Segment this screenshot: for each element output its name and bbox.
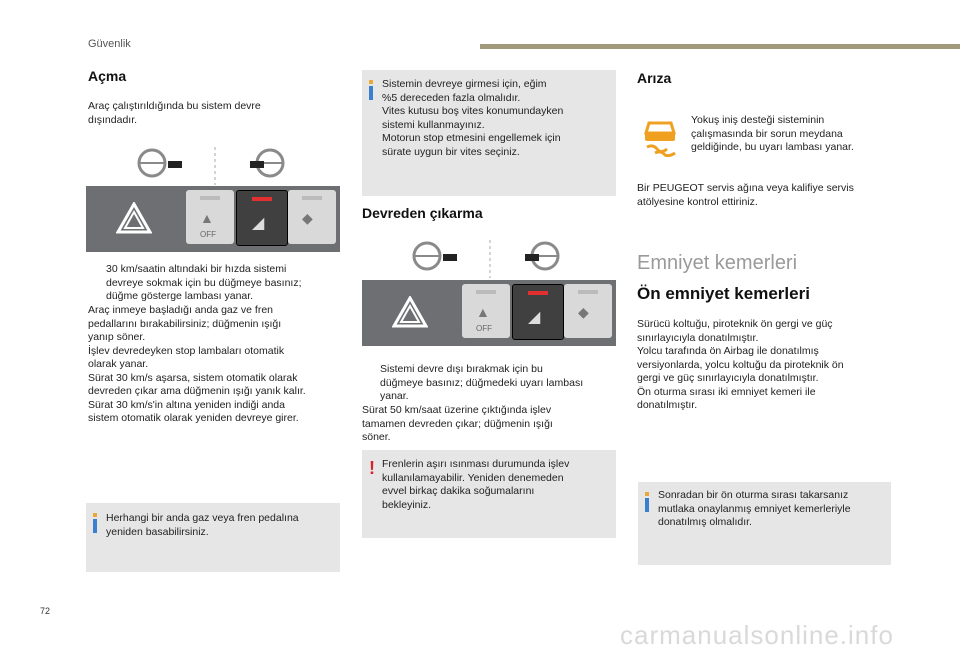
page-number: 72: [40, 606, 51, 616]
deactivation-steps: Sistemi devre dışı bırakmak için bu düğmeye basınız; düğmedeki uyarı lambası yanar.: [380, 363, 584, 402]
steering-wheel-illustration: [130, 145, 300, 187]
activation-body: Araç inmeye başladığı anda gaz ve fren pedallarını bırakabilirsiniz; düğmenin ışığı yanıp söner. İşlev devredeyken stop lambaları otomatik olarak yanar. Sürat 30 km/s aşarsa, sistem otomatik olarak devreden çıkar ama düğmenin ışığı yanık kalır. Sürat 30 km/s'in altına yeniden indiği anda sistem otomatik olarak yeniden devreye girer.: [88, 304, 306, 424]
skid-car-icon: ▲: [476, 304, 490, 320]
hill-descent-warning-icon: [643, 117, 677, 157]
fault-description: Yokuş iniş desteği sisteminin çalışmasında bir sorun meydana geldiğinde, bu uyarı lambası yanar.: [691, 114, 854, 153]
skid-car-icon: ▲: [200, 210, 214, 226]
activation-intro: Araç çalıştırıldığında bu sistem devre dışındadır.: [88, 100, 261, 126]
hill-descent-icon: ◢: [252, 215, 265, 232]
info-note-conditions: Sistemin devreye girmesi için, eğim %5 dereceden fazla olmalıdır. Vites kutusu boş vites konumundayken sistemi kullanmayınız. Motorun stop etmesini engellemek için sürate uygun bir vites seçiniz.: [362, 70, 616, 196]
off-label: OFF: [200, 230, 216, 239]
deactivation-body: Sürat 50 km/saat üzerine çıktığında işlev tamamen devreden çıkar; düğmenin ışığı söner.: [362, 404, 553, 443]
esp-off-button[interactable]: [186, 190, 234, 244]
chapter-title: Emniyet kemerleri: [637, 252, 798, 274]
activation-steps: 30 km/saatin altındaki bir hızda sistemi devreye sokmak için bu düğmeye basınız; düğme gösterge lambası yanar.: [106, 263, 302, 302]
steering-wheel-illustration: [405, 238, 575, 280]
hazard-icon: [392, 296, 428, 328]
car-lane-icon: ◆: [578, 304, 589, 320]
section-title-deactivation: Devreden çıkarma: [362, 205, 483, 221]
info-icon: [369, 80, 373, 100]
subsection-title: Ön emniyet kemerleri: [637, 284, 810, 303]
info-note-seatbelt: Sonradan bir ön oturma sırası takarsanız mutlaka onaylanmış emniyet kemerleriyle donatılmış olmalıdır.: [638, 482, 891, 565]
service-advice: Bir PEUGEOT servis ağına veya kalifiye servis atölyesine kontrol ettiriniz.: [637, 182, 854, 208]
car-lane-icon: ◆: [302, 210, 313, 226]
section-name: Güvenlik: [88, 38, 131, 50]
esp-off-button[interactable]: [462, 284, 510, 338]
control-panel: [362, 280, 616, 346]
section-title-fault: Arıza: [637, 70, 672, 86]
info-icon: [93, 513, 97, 533]
watermark: carmanualsonline.info: [620, 620, 894, 650]
info-icon: [645, 492, 649, 512]
exclamation-icon: !: [369, 458, 375, 478]
seatbelt-body: Sürücü koltuğu, piroteknik ön gergi ve güç sınırlayıcıyla donatılmıştır. Yolcu tarafında ön Airbag ile donatılmış versiyonlarda, yolcu koltuğu da piroteknik ön gergi ve güç sınırlayıcıyla donatılmıştır. Ön oturma sırası iki emniyet kemeri ile donatılmıştır.: [637, 318, 844, 411]
hill-descent-button[interactable]: [512, 284, 564, 340]
control-panel: [86, 186, 340, 252]
hazard-icon: [116, 202, 152, 234]
header-accent-bar: [480, 44, 960, 49]
off-label: OFF: [476, 324, 492, 333]
section-title-activation: Açma: [88, 68, 127, 84]
info-note: Herhangi bir anda gaz veya fren pedalına yeniden basabilirsiniz.: [86, 503, 340, 572]
hill-descent-icon: ◢: [528, 309, 541, 326]
warning-note: ! Frenlerin aşırı ısınması durumunda işlev kullanılamayabilir. Yeniden denemeden evvel birkaç dakika soğumalarını bekleyiniz.: [362, 450, 616, 538]
lane-button[interactable]: [288, 190, 336, 244]
lane-button[interactable]: [564, 284, 612, 338]
hill-descent-button[interactable]: [236, 190, 288, 246]
